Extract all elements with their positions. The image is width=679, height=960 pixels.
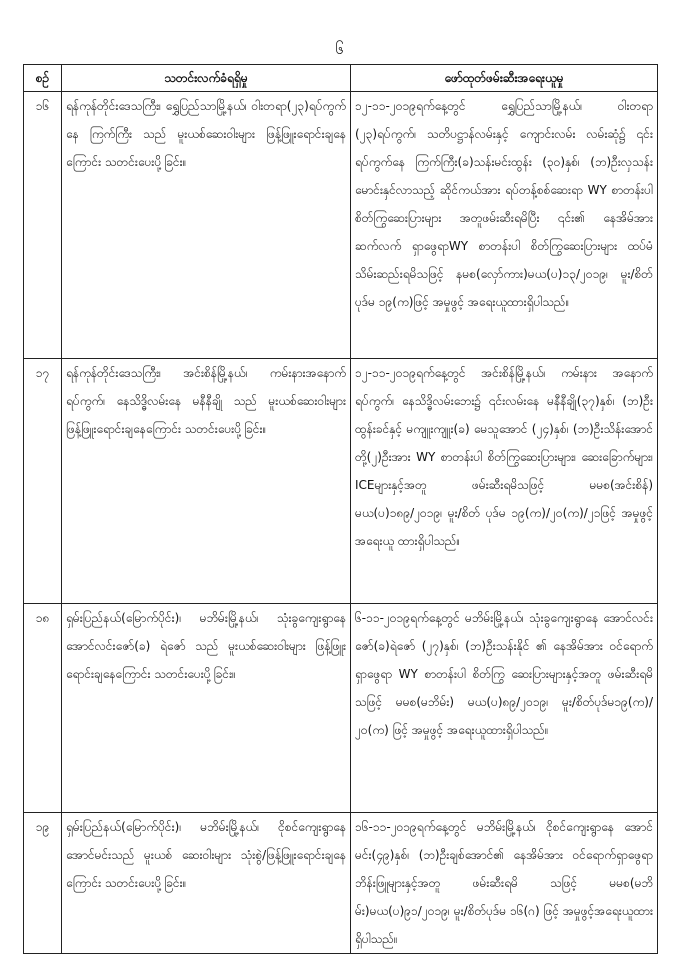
row-number: ၁၇ <box>24 359 62 604</box>
cases-table <box>23 64 658 954</box>
header-information-received: သတင်းလက်ခံရရှိမှု <box>62 65 351 92</box>
table-row <box>24 359 658 604</box>
table-row <box>24 604 658 813</box>
row-number: ၁၈ <box>24 604 62 813</box>
action-cell: ၁၂-၁၁-၂၀၁၉ရက်နေ့တွင် ရွှေပြည်သာမြို့နယ်၊ ဝါးတရာ (၂၃)ရပ်ကွက်၊ သတိပဋ္ဌာန်လမ်းနှင့် ကျောင်းလမ်း လမ်းဆုံ၌ ၎င်းရပ်ကွက်နေ ကြက်ကြီး(ခ)သန်းမင်းထွန်း (၃၀)နှစ်၊ (ဘ)ဦးလှသန်း မောင်းနှင်လာသည့် ဆိုင်ကယ်အား ရပ်တန့်စစ်ဆေးရာ WY စာတန်းပါ စိတ်ကြွဆေးပြားများ အတူဖမ်းဆီးရမိပြီး ၎င်း၏ နေအိမ်အား ဆက်လက် ရှာဖွေရာWY စာတန်းပါ စိတ်ကြွဆေးပြားများ ထပ်မံ သိမ်းဆည်းရမိသဖြင့် နမစ(လှော်ကား)မယ(ပ)၁၃/၂၀၁၉၊ မူး/စိတ်ပုဒ်မ ၁၉(က)ဖြင့် အမှုဖွင့် အရေးယူထားရှိပါသည်။ <box>351 92 658 359</box>
header-action-taken: ဖော်ထုတ်ဖမ်းဆီးအရေးယူမှု <box>351 65 658 92</box>
row-number: ၁၉ <box>24 813 62 954</box>
action-cell: ၁၆-၁၁-၂၀၁၉ရက်နေ့တွင် မဘိမ်းမြို့နယ်၊ ငိုစင်ကျေးရွာနေ အောင်မင်း(၄၉)နှစ်၊ (ဘ)ဦးချစ်အောင်၏ နေအိမ်အား ဝင်ရောက်ရှာဖွေရာ ဘိန်းဖြူများနှင့်အတူ ဖမ်းဆီးရမိ သဖြင့် မမစ(မဘိမ်း)မယ(ပ)၉၁/၂၀၁၉၊ မူး/စိတ်ပုဒ်မ ၁၆(ဂ) ဖြင့် အမှုဖွင့်အရေးယူထားရှိပါသည်။ <box>351 813 658 954</box>
page-number: ၆ <box>335 40 344 58</box>
table-row <box>24 813 658 954</box>
header-number: စဉ် <box>24 65 62 92</box>
table-header-row <box>24 65 658 92</box>
row-number: ၁၆ <box>24 92 62 359</box>
information-cell: ရှမ်းပြည်နယ်(မြောက်ပိုင်း)၊ မဘိမ်းမြို့နယ်၊ သုံးခွကျေးရွာနေ အောင်လင်းဇော်(ခ) ရဲဇော် သည် မူးယစ်ဆေးဝါးများ ဖြန့်ဖြူး ရောင်းချနေကြောင်း သတင်းပေးပို့ခြင်း။ <box>62 604 351 813</box>
information-cell: ရန်ကုန်တိုင်းဒေသကြီး၊ ရွှေပြည်သာမြို့နယ်၊ ဝါးတရာ(၂၃)ရပ်ကွက်နေ ကြက်ကြီး သည် မူးယစ်ဆေးဝါးများ ဖြန့်ဖြူးရောင်းချနေကြောင်း သတင်းပေးပို့ခြင်း။ <box>62 92 351 359</box>
action-cell: ၆-၁၁-၂၀၁၉ရက်နေ့တွင် မဘိမ်းမြို့နယ်၊ သုံးခွကျေးရွာနေ အောင်လင်းဇော်(ခ)ရဲဇော် (၂၇)နှစ်၊ (ဘ)ဦးသန်းနိုင် ၏ နေအိမ်အား ဝင်ရောက်ရှာဖွေရာ WY စာတန်းပါ စိတ်ကြွ ဆေးပြားများနှင့်အတူ ဖမ်းဆီးရမိသဖြင့် မမစ(မဘိမ်း) မယ(ပ)၈၉/၂၀၁၉၊ မူး/စိတ်ပုဒ်မ၁၉(က)/၂၀(က) ဖြင့် အမှုဖွင့် အရေးယူထားရှိပါသည်။ <box>351 604 658 813</box>
action-cell: ၁၂-၁၁-၂၀၁၉ရက်နေ့တွင် အင်းစိန်မြို့နယ်၊ ကမ်းနား အနောက်ရပ်ကွက်၊ နေသိဒ္ဓိလမ်းဘေး၌ ၎င်းလမ်းနေ မနီနီချို(၃၇)နှစ်၊ (ဘ)ဦးထွန်းခင်နှင့် မကျူးကျူး(ခ) မေသူအောင် (၂၄)နှစ်၊ (ဘ)ဦးသိန်းအောင်တို့(၂)ဦးအား WY စာတန်းပါ စိတ်ကြွဆေးပြားများ၊ ဆေးခြောက်များ၊ ICEများနှင့်အတူ ဖမ်းဆီးရမိသဖြင့် မမစ(အင်းစိန်) မယ(ပ)၁၈၉/၂၀၁၉၊ မူး/စိတ် ပုဒ်မ ၁၉(က)/၂၀(က)/၂၁ဖြင့် အမှုဖွင့် အရေးယူ ထားရှိပါသည်။ <box>351 359 658 604</box>
table-row <box>24 92 658 359</box>
information-cell: ရှမ်းပြည်နယ်(မြောက်ပိုင်း)၊ မဘိမ်းမြို့နယ်၊ ငိုစင်ကျေးရွာနေ အောင်မင်းသည် မူးယစ် ဆေးဝါးများ သုံးစွဲ/ဖြန့်ဖြူးရောင်းချနေကြောင်း သတင်းပေးပို့ခြင်း။ <box>62 813 351 954</box>
information-cell: ရန်ကုန်တိုင်းဒေသကြီး၊ အင်းစိန်မြို့နယ်၊ ကမ်းနားအနောက်ရပ်ကွက်၊ နေသိဒ္ဓိလမ်းနေ မနီနီချို သည် မူးယစ်ဆေးဝါးများ ဖြန့်ဖြူးရောင်းချနေကြောင်း သတင်းပေးပို့ခြင်း။ <box>62 359 351 604</box>
